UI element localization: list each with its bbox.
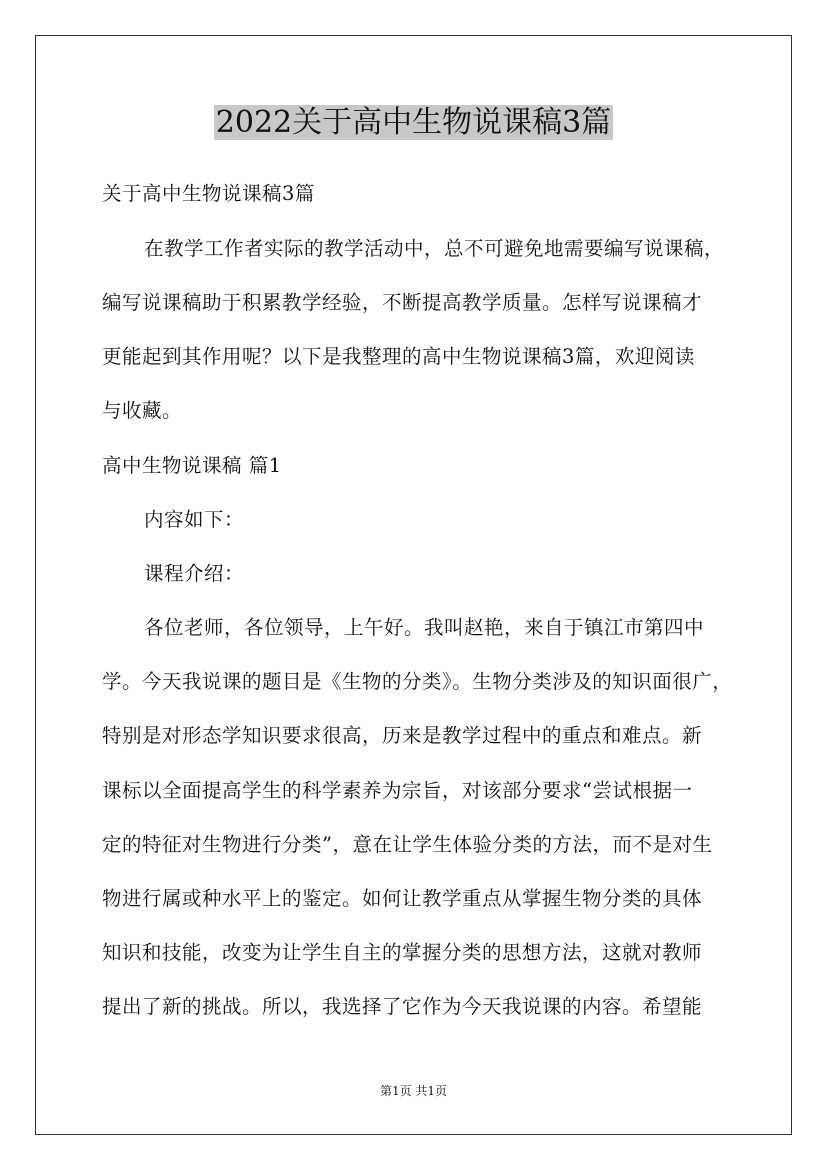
section-heading: 高中生物说课稿 篇1 [102,454,282,477]
paragraph-line: 特别是对形态学知识要求很高，历来是教学过程中的重点和难点。新 [102,724,703,747]
paragraph-line: 知识和技能，改变为让学生自主的掌握分类的思想方法，这就对教师 [102,941,703,964]
subtitle-line: 关于高中生物说课稿3篇 [102,182,315,205]
paragraph-line: 定的特征对生物进行分类”，意在让学生体验分类的方法，而不是对生 [102,833,713,856]
page-footer: 第1页 共1页 [379,1084,448,1098]
paragraph-line: 课程介绍： [144,562,245,585]
paragraph-line: 学。今天我说课的题目是《生物的分类》。生物分类涉及的知识面很广， [102,670,733,693]
paragraph-line: 编写说课稿助于积累教学经验，不断提高教学质量。怎样写说课稿才 [102,291,703,314]
document-title-text: 2022关于高中生物说课稿3篇 [215,105,612,140]
paragraph-line: 物进行属或种水平上的鉴定。如何让教学重点从掌握生物分类的具体 [102,887,703,910]
paragraph-line: 更能起到其作用呢？以下是我整理的高中生物说课稿3篇，欢迎阅读 [102,345,695,368]
paragraph-line: 内容如下： [144,508,245,531]
paragraph-line: 与收藏。 [102,399,183,422]
paragraph-line: 课标以全面提高学生的科学素养为宗旨，对该部分要求“尝试根据一 [102,779,693,802]
document-title [0,100,827,146]
paragraph-line: 提出了新的挑战。所以，我选择了它作为今天我说课的内容。希望能 [102,995,703,1018]
paragraph-line: 在教学工作者实际的教学活动中，总不可避免地需要编写说课稿， [144,237,725,260]
paragraph-line: 各位老师，各位领导，上午好。我叫赵艳，来自于镇江市第四中 [144,616,705,639]
